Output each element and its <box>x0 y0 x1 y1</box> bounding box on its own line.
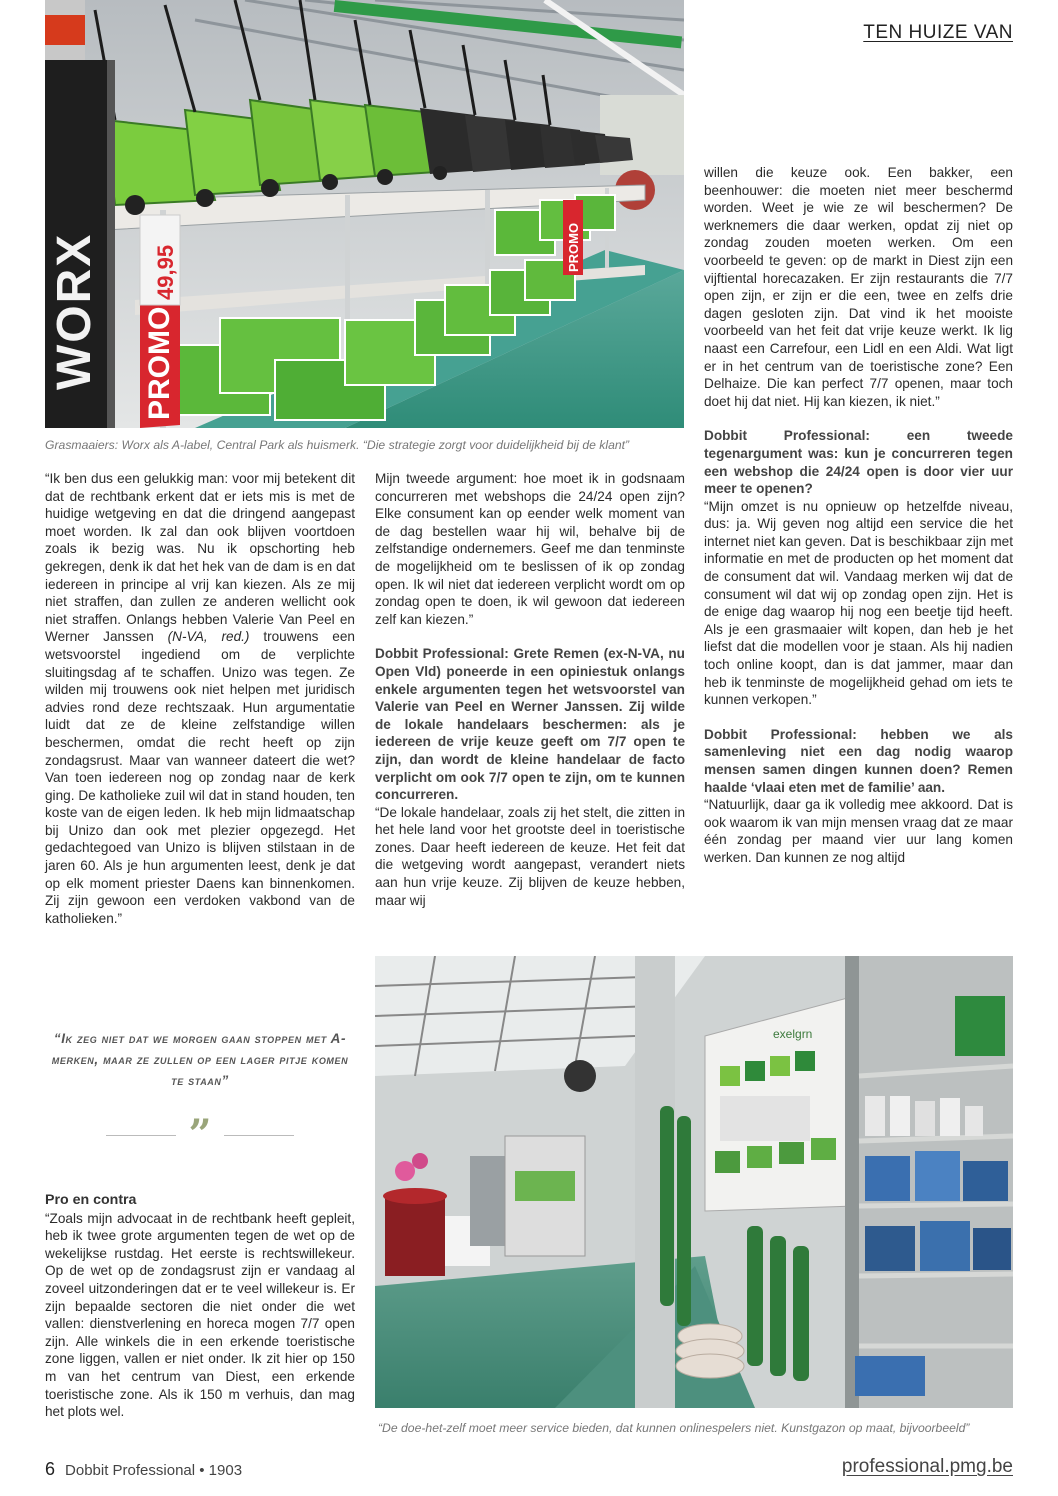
price-tag: 49,95 <box>153 244 178 300</box>
page-number: 6 <box>45 1459 56 1479</box>
column-2 <box>375 470 685 909</box>
publication-name: Dobbit Professional • 1903 <box>65 1462 243 1479</box>
exelgrn-logo: exelgrn <box>773 1027 813 1041</box>
top-photo-caption: Grasmaaiers: Worx als A-label, Central Park als huismerk. “Die strategie zorgt voor duidelijkheid bij de klant” <box>45 438 630 452</box>
column-3-paragraph-1: willen die keuze ook. Een bakker, een beenhouwer: die moeten niet meer beschermd worden. Weet je wie ze wil beschermen? De werknemers die daar werken, opdat zij niet op zondag zouden moeten werken. Om een voorbeeld te geven: op de markt in Diest zijn een vijftiental horecazaken. Er zijn restaurants die 7/7 open zijn, er zijn er die een, twee en zelfs drie dagen gesloten zijn. Dat vind ik het mooiste voorbeeld van het feit dat vrije keuze werkt. Ik lig naast een Carrefour, een Lidl en een Aldi. Wat ligt er in het centrum van de toeristische zone? Een Delhaize. Die kan perfect 7/7 openen, maar toch doet hij dat niet. Hij kan kiezen, ik niet.” <box>704 165 1013 409</box>
bottom-photo-caption: “De doe-het-zelf moet meer service bieden, dat kunnen onlinespelers niet. Kunstgazon op maat, bijvoorbeeld” <box>378 1421 970 1435</box>
website-link[interactable]: professional.pmg.be <box>841 1456 1013 1477</box>
section-label: TEN HUIZE VAN <box>863 22 1013 43</box>
store-interior-photo <box>375 956 1013 1408</box>
pull-quote-divider <box>45 1111 355 1158</box>
worx-sign: WORX <box>48 232 101 390</box>
interview-question-3: Dobbit Professional: hebben we als samenleving niet een dag nodig waarop mensen samen dingen kunnen doen? Remen haalde ‘vlaai eten met de familie’ aan. <box>704 726 1013 795</box>
column-3-paragraph-2: “Mijn omzet is nu opnieuw op hetzelfde niveau, dus: ja. Wij geven nog altijd een service die het internet niet kan geven. Dat is beschikbaar zijn met informatie en met de producten op het moment dat de consument dat wil. Vandaag merken wij dat de consument wil dat wij op zondag open zijn. Het is de enige dag waarop hij nog een beetje tijd heeft. Als je een grasmaaier wilt kopen, dan heb je het liefst dat die modellen voor je staan. Als hij nadien toch online koopt, dan is dat jammer, maar dan heb ik tenminste de mogelijkheid gehad om iets te kunnen verkopen.” <box>704 498 1013 708</box>
column-1-paragraph: “Ik ben dus een gelukkig man: voor mij betekent dit dat de rechtbank erkent dat er iets mis is met de huidige wetgeving en dat die dringend aangepast moet worden. Ik zal dan ook blijven voortdoen zoals ik bezig was. Nu ik opschorting heb gekregen, denk ik dat het hek van de dam is en dat iedereen in principe al vrij kan kiezen. Als ze mij niet straffen, dan zullen ze anderen wellicht ook niet straffen. Onlangs hebben Valerie Van Peel en Werner Janssen (N-VA, red.) trouwens een wetsvoorstel ingediend om de verplichte sluitingsdag af te schaffen. Unizo was tegen. Ze wilden mij trouwens ook niet helpen met juridisch advies rond deze rechtszaak. Hun argumentatie luidt dat ze de kleine zelfstandige willen beschermen, omdat die recht heeft op zijn zondagsrust. Maar van wanneer dateert die wet? Van toen iedereen nog op zondag naar de kerk ging. De katholieke zuil wil dat in stand houden, ten koste van de eigen leden. Ik heb mijn lidmaatschap bij Unizo dan ook met plezier opgezegd. Het gedachtegoed van Unizo is blijven stilstaan in de jaren 60. Als je hun argumenten leest, denk je dat op elk moment priester Daens kan binnenkomen. Zij zijn gewoon een verdoken vakbond van de katholieken.” <box>45 471 355 926</box>
pro-contra-paragraph: “Zoals mijn advocaat in de rechtbank heeft gepleit, heb ik twee grote argumenten tegen de wet op de wekelijkse rustdag. Het eerste is rechtswillekeur. Op de wet op de zondagsrust zijn er vandaag al zoveel uitzonderingen dat er te veel willekeur is. Er zijn bepaalde sectoren die niet onder die wet vallen: dienstverlening en horeca mogen 7/7 open zijn. Alle winkels die in een erkende toeristische zone liggen, vallen er niet onder. Ik zit hier op 150 m van het centrum van Diest, een erkende toeristische zone. Als ik 150 m verhuis, dan mag het plots wel. <box>45 1210 355 1420</box>
column-3 <box>704 164 1013 867</box>
interview-question-1: Dobbit Professional: Grete Remen (ex-N-VA, nu Open Vld) poneerde in een opiniestuk onlangs enkele argumenten tegen het wetsvoorstel van Valerie van Peel en Werner Janssen. Zij wilde de lokale handelaars beschermen: als je iedereen de vrije keuze geeft om 7/7 open te zijn, dan wordt de kleine handelaar de facto verplicht om ook 7/7 open te zijn, om te kunnen concurreren. <box>375 646 685 803</box>
column-2-paragraph-1: Mijn tweede argument: hoe moet ik in godsnaam concurreren met webshops die 24/24 open zijn? Elke consument kan op eender welk moment van de dag bestellen waar hij wil, behalve bij de zelfstandige ondernemers. Geef me dan tenminste de mogelijkheid om te beslissen of ik op zondag open. Ik wil niet dat iedereen verplicht wordt om op zondag open te doen, ik wil gewoon dat iedereen zelf kan kiezen.” <box>375 471 685 627</box>
pull-quote: “Ik zeg niet dat we morgen gaan stoppen met A-merken, maar ze zullen op een lager pitje komen te staan” <box>51 1031 349 1088</box>
footer-left <box>45 1459 242 1480</box>
lawnmower-photo <box>45 0 684 428</box>
promo-sign: PROMO <box>143 306 176 420</box>
column-3-paragraph-3: “Natuurlijk, daar ga ik volledig mee akkoord. Dat is ook waarom ik van mijn mensen vraag dat ze maar één zondag per maand vier uur lang komen werken. Dan kunnen ze nog altijd <box>704 797 1013 865</box>
section-heading: Pro en contra <box>45 1192 137 1208</box>
promo-sign-small: PROMO <box>566 222 581 272</box>
column-1 <box>45 470 355 927</box>
quote-mark-icon: ” <box>188 1111 212 1158</box>
column-2-paragraph-2: “De lokale handelaar, zoals zij het stelt, die zitten in het hele land voor het grootste deel in toeristische zones. Daar heeft iedereen de keuze. Het feit dat die wetgeving wordt aangepast, verandert niets aan hun vrije keuze. Zij blijven de keuze hebben, maar wij <box>375 804 685 908</box>
column-1-bottom <box>45 1192 355 1421</box>
interview-question-2: Dobbit Professional: een tweede tegenargument was: kun je concurreren tegen een webshop die 24/24 open is door vier uur meer te openen? <box>704 428 1013 497</box>
